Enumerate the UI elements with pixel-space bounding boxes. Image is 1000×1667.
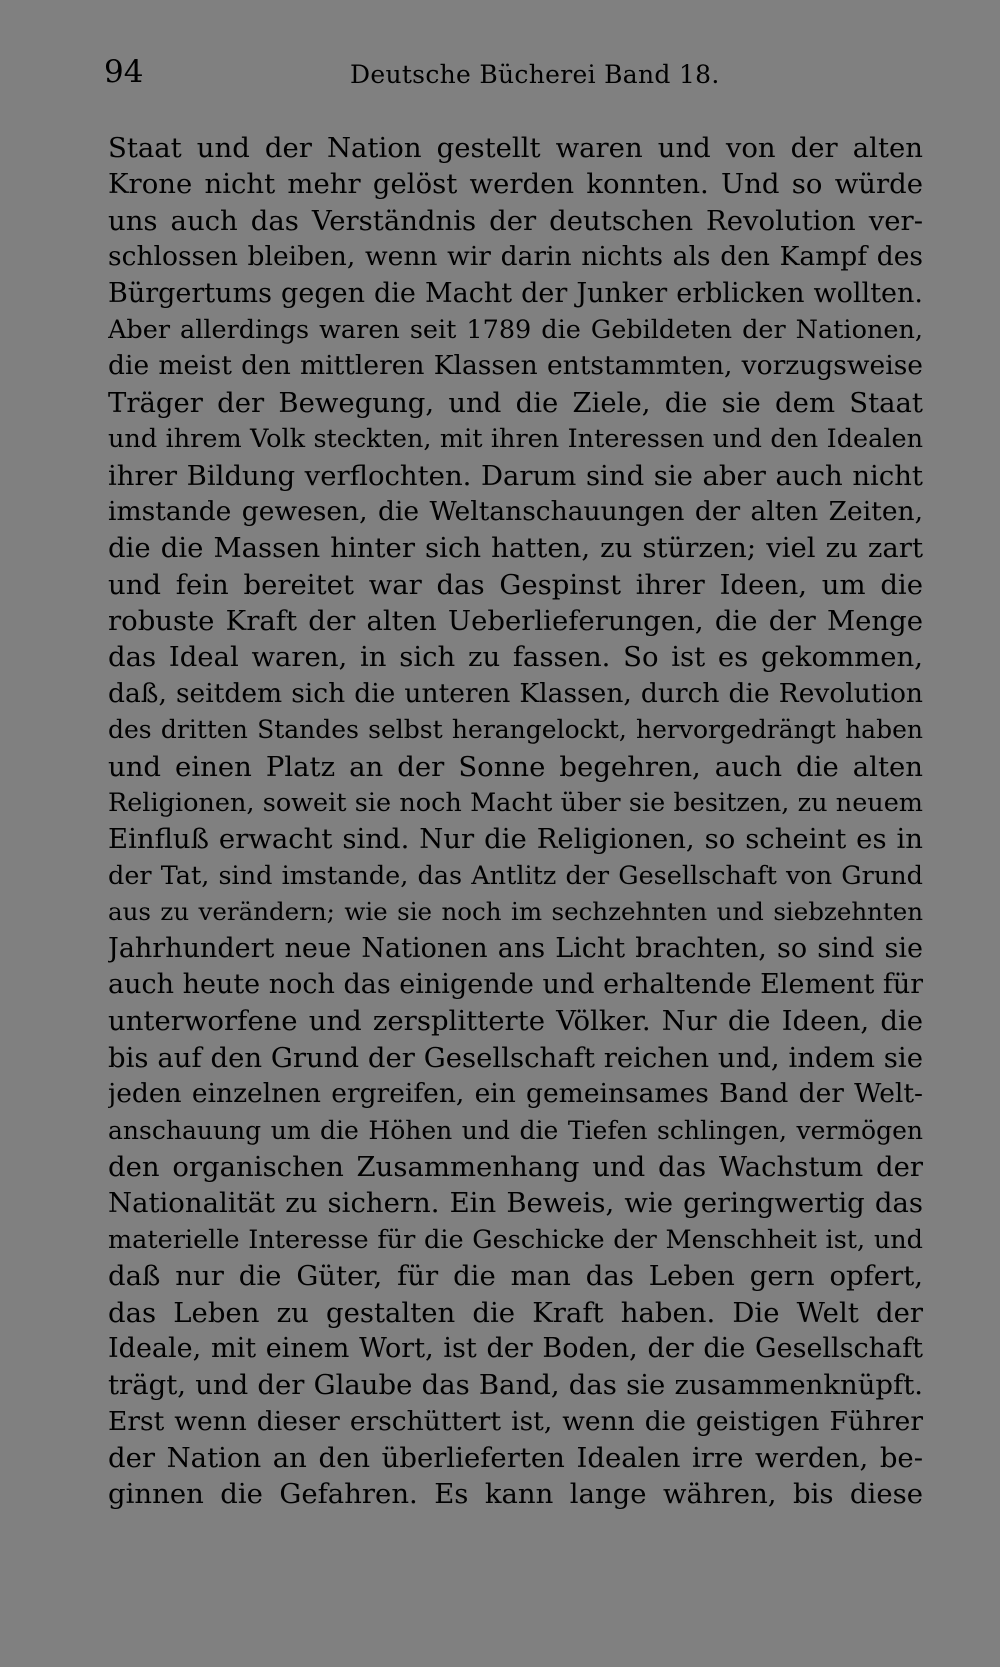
text-line: Ideale, mit einem Wort, ist der Boden, der die Gesellschaft — [108, 1332, 923, 1364]
body-text — [108, 130, 923, 1513]
text-line: Jahrhundert neue Nationen ans Licht brachten, so sind sie — [108, 932, 923, 964]
text-line: die meist den mittleren Klassen entstammten, vorzugsweise — [108, 350, 923, 382]
page-number: 94 — [104, 54, 144, 90]
text-line: und ihrem Volk steckten, mit ihren Interessen und den Idealen — [108, 424, 923, 455]
text-line: Staat und der Nation gestellt waren und von der alten — [108, 132, 923, 164]
text-line: der Nation an den überlieferten Idealen irre werden, be- — [108, 1442, 923, 1475]
text-line: Krone nicht mehr gelöst werden konnten. Und so würde — [108, 168, 923, 201]
text-line: das Leben zu gestalten die Kraft haben. Die Welt der — [108, 1296, 923, 1329]
text-line: auch heute noch das einigende und erhaltende Element für — [108, 968, 923, 1000]
text-line: unterworfene und zersplitterte Völker. Nur die Ideen, die — [108, 1005, 923, 1038]
text-line: imstande gewesen, die Weltanschauungen der alten Zeiten, — [108, 495, 923, 527]
text-line: Religionen, soweit sie noch Macht über sie besitzen, zu neuem — [108, 788, 923, 819]
text-line: Nationalität zu sichern. Ein Beweis, wie geringwertig das — [108, 1187, 923, 1220]
text-line: ginnen die Gefahren. Es kann lange währen, bis diese — [108, 1478, 923, 1511]
text-line: Aber allerdings waren seit 1789 die Gebildeten der Nationen, — [108, 314, 923, 345]
text-line: uns auch das Verständnis der deutschen Revolution ver- — [108, 204, 923, 237]
text-line: jeden einzelnen ergreifen, ein gemeinsames Band der Welt- — [108, 1078, 923, 1110]
text-line: bis auf den Grund der Gesellschaft reichen und, indem sie — [108, 1041, 923, 1074]
text-line: Träger der Bewegung, und die Ziele, die sie dem Staat — [108, 386, 923, 419]
text-line: und fein bereitet war das Gespinst ihrer Ideen, um die — [108, 568, 923, 601]
text-line: trägt, und der Glaube das Band, das sie zusammenknüpft. — [108, 1369, 923, 1402]
text-line: die die Massen hinter sich hatten, zu stürzen; viel zu zart — [108, 532, 923, 565]
text-line: daß nur die Güter, für die man das Leben gern opfert, — [108, 1260, 923, 1293]
text-line: anschauung um die Höhen und die Tiefen schlingen, vermögen — [108, 1115, 923, 1145]
text-line: materielle Interesse für die Geschicke der Menschheit ist, und — [108, 1224, 923, 1255]
text-line: und einen Platz an der Sonne begehren, auch die alten — [108, 750, 923, 783]
text-line: des dritten Standes selbst herangelockt, hervorgedrängt haben — [108, 715, 923, 745]
text-line: der Tat, sind imstande, das Antlitz der Gesellschaft von Grund — [108, 860, 923, 891]
text-line: Erst wenn dieser erschüttert ist, wenn die geistigen Führer — [108, 1405, 923, 1437]
text-line: daß, seitdem sich die unteren Klassen, durch die Revolution — [108, 677, 923, 709]
text-line: schlossen bleiben, wenn wir darin nichts als den Kampf des — [108, 241, 923, 273]
text-line: aus zu verändern; wie sie noch im sechzehnten und siebzehnten — [108, 897, 923, 927]
text-line: ihrer Bildung verflochten. Darum sind sie aber auch nicht — [108, 459, 923, 492]
text-line: den organischen Zusammenhang und das Wachstum der — [108, 1150, 923, 1183]
text-line: Bürgertums gegen die Macht der Junker erblicken wollten. — [108, 277, 923, 309]
running-title: Deutsche Bücherei Band 18. — [350, 60, 720, 89]
text-line: Einfluß erwacht sind. Nur die Religionen, so scheint es in — [108, 823, 923, 856]
text-line: robuste Kraft der alten Ueberlieferungen, die der Menge — [108, 605, 923, 638]
text-line: das Ideal waren, in sich zu fassen. So ist es gekommen, — [108, 641, 923, 674]
